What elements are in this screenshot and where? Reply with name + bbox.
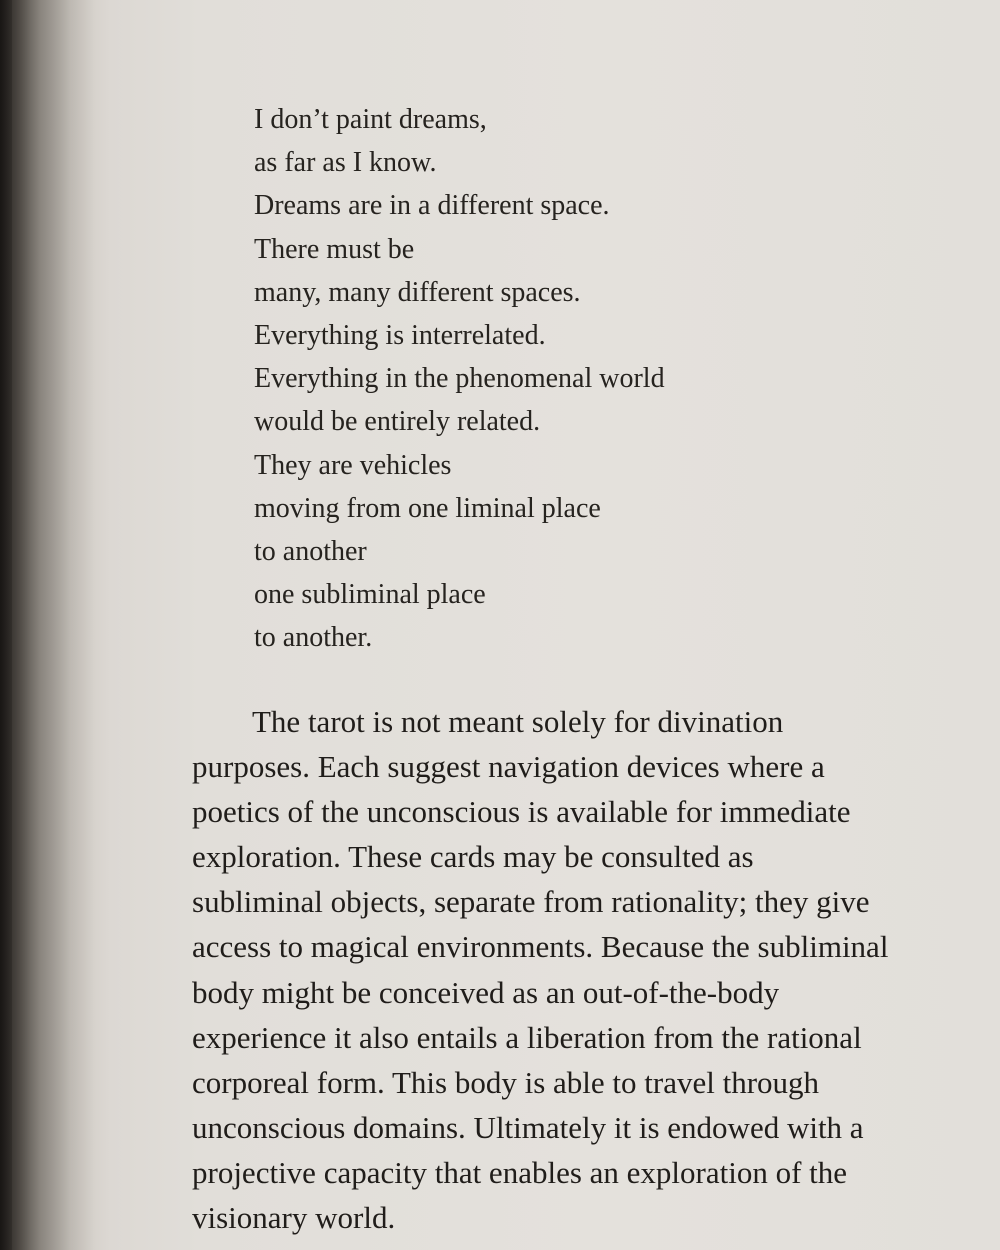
poem-line: There must be — [254, 233, 415, 265]
poem-line: to another — [254, 535, 367, 567]
prose-line: projective capacity that enables an exploration of the — [192, 1154, 848, 1190]
prose-line: access to magical environments. Because the subliminal — [192, 929, 889, 965]
poem-line: one subliminal place — [254, 579, 486, 611]
poem-line: Everything in the phenomenal world — [254, 363, 665, 395]
poem-line: Everything is interrelated. — [254, 319, 546, 351]
poem-line: as far as I know. — [254, 147, 437, 179]
prose-line: subliminal objects, separate from rationality; they give — [192, 884, 870, 920]
poem-line: many, many different spaces. — [254, 276, 581, 308]
poem-line: would be entirely related. — [254, 406, 541, 438]
poem-line: They are vehicles — [254, 449, 452, 481]
prose-line: unconscious domains. Ultimately it is endowed with a — [192, 1109, 864, 1145]
prose-line: exploration. These cards may be consulted as — [192, 839, 754, 875]
prose-line: body might be conceived as an out-of-the-body — [192, 974, 780, 1010]
poem-line: moving from one liminal place — [254, 492, 601, 524]
gutter-shadow — [0, 0, 95, 1250]
poem-line: Dreams are in a different space. — [254, 190, 610, 222]
prose-line: purposes. Each suggest navigation devices where a — [192, 749, 825, 785]
poem-block — [254, 98, 665, 659]
prose-line: The tarot is not meant solely for divination — [252, 704, 784, 739]
prose-paragraph — [192, 699, 982, 1240]
prose-line: poetics of the unconscious is available for immediate — [192, 794, 851, 830]
prose-line: corporeal form. This body is able to travel through — [192, 1064, 820, 1100]
prose-line: experience it also entails a liberation from the rational — [192, 1019, 862, 1055]
poem-line: I don’t paint dreams, — [254, 104, 487, 135]
prose-line: visionary world. — [192, 1200, 396, 1236]
poem-line: to another. — [254, 622, 373, 654]
facing-page-edge — [0, 0, 12, 1250]
